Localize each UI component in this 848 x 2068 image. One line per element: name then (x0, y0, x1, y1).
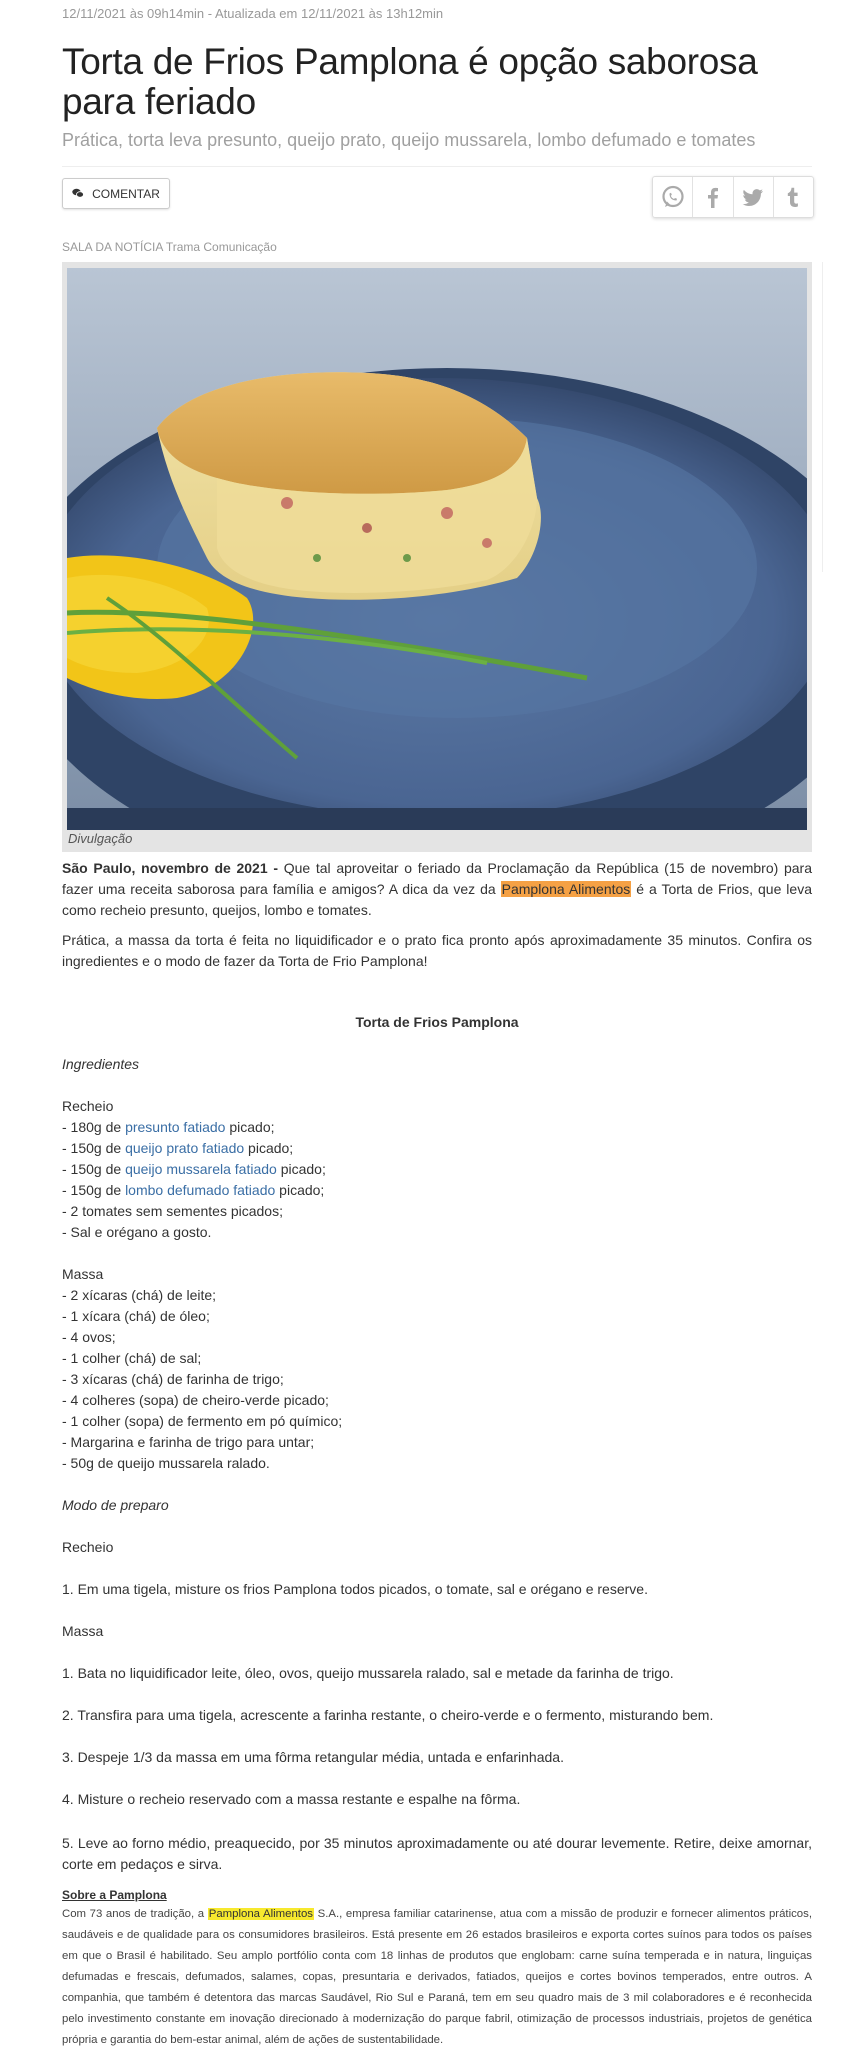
article-photo (67, 268, 807, 830)
tumblr-icon (780, 184, 806, 210)
filling-item: - 150g de queijo mussarela fatiado picado; (62, 1161, 326, 1177)
brand-link[interactable]: Pamplona Alimentos (208, 1908, 313, 1920)
dough-heading: Massa (62, 1266, 104, 1282)
intro-paragraph (62, 858, 812, 921)
dough-item: - 1 colher (chá) de sal; (62, 1350, 202, 1366)
filling-item: - 180g de presunto fatiado picado; (62, 1119, 275, 1135)
article-figure (62, 262, 812, 852)
news-source: SALA DA NOTÍCIA Trama Comunicação (62, 240, 277, 254)
brand-link[interactable]: Pamplona Alimentos (501, 881, 631, 897)
method-dough-heading: Massa (62, 1623, 104, 1639)
ingredient-link[interactable]: queijo prato fatiado (125, 1140, 245, 1156)
ingredient-link[interactable]: lombo defumado fatiado (125, 1182, 276, 1198)
share-tumblr[interactable] (774, 177, 813, 217)
method-step: 5. Leve ao forno médio, preaquecido, por 35 minutos aproximadamente ou até dourar levemente. Retire, deixe amornar, corte em pedaços e sirva. (62, 1835, 812, 1872)
ingredient-link[interactable]: queijo mussarela fatiado (125, 1161, 277, 1177)
share-bar (652, 176, 814, 218)
article-subtitle: Prática, torta leva presunto, queijo prato, queijo mussarela, lombo defumado e tomates (62, 130, 756, 150)
second-paragraph: Prática, a massa da torta é feita no liquidificador e o prato fica pronto após aproximadamente 35 minutos. Confira os ingredientes e o modo de fazer da Torta de Frio Pamplona! (62, 932, 812, 969)
article-date: 12/11/2021 às 09h14min - Atualizada em 12/11/2021 às 13h12min (62, 6, 444, 21)
ingredient-link[interactable]: presunto fatiado (125, 1119, 226, 1135)
comment-button[interactable] (62, 178, 170, 209)
intro-text-1: Que tal aproveitar o feriado da Proclamação da República (15 de novembro) para fazer uma receita saborosa para família e amigos? A dica da vez da (62, 860, 813, 897)
dough-item: - 50g de queijo mussarela ralado. (62, 1455, 270, 1471)
whatsapp-icon (660, 184, 686, 210)
method-filling-step: 1. Em uma tigela, misture os frios Pamplona todos picados, o tomate, sal e orégano e reserve. (62, 1581, 648, 1597)
about-title: Sobre a Pamplona (62, 1888, 167, 1902)
intro-lead: São Paulo, novembro de 2021 - (62, 860, 278, 876)
dough-item: - 1 colher (sopa) de fermento em pó químico; (62, 1413, 343, 1429)
filling-item: - 150g de queijo prato fatiado picado; (62, 1140, 294, 1156)
method-step: 1. Bata no liquidificador leite, óleo, ovos, queijo mussarela ralado, sal e metade da farinha de trigo. (62, 1665, 674, 1681)
share-facebook[interactable] (693, 177, 733, 217)
method-step: 2. Transfira para uma tigela, acrescente a farinha restante, o cheiro-verde e o fermento, misturando bem. (62, 1707, 714, 1723)
twitter-icon (740, 184, 766, 210)
method-heading: Modo de preparo (62, 1497, 169, 1513)
comment-button-label: COMENTAR (92, 186, 160, 201)
method-step: 3. Despeje 1/3 da massa em uma fôrma retangular média, untada e enfarinhada. (62, 1749, 564, 1765)
comment-icon (72, 188, 84, 199)
divider (62, 166, 812, 167)
filling-heading: Recheio (62, 1098, 114, 1114)
ingredients-heading: Ingredientes (62, 1056, 140, 1072)
filling-item: - Sal e orégano a gosto. (62, 1224, 212, 1240)
dough-item: - 4 ovos; (62, 1329, 116, 1345)
dough-item: - Margarina e farinha de trigo para untar; (62, 1434, 315, 1450)
facebook-icon (700, 184, 726, 210)
side-panel-edge (822, 262, 848, 572)
method-filling-heading: Recheio (62, 1539, 114, 1555)
dough-item: - 2 xícaras (chá) de leite; (62, 1287, 217, 1303)
intro-text-2: é a Torta de Frios, que leva como recheio presunto, queijos, lombo e tomates. (62, 881, 812, 918)
share-twitter[interactable] (734, 177, 774, 217)
share-whatsapp[interactable] (653, 177, 693, 217)
dough-item: - 1 xícara (chá) de óleo; (62, 1308, 210, 1324)
dough-item: - 4 colheres (sopa) de cheiro-verde picado; (62, 1392, 329, 1408)
about-text: Com 73 anos de tradição, a Pamplona Alimentos S.A., empresa familiar catarinense, atua com a missão de produzir e fornecer alimentos práticos, saudáveis e de qualidade para os consumidores brasileiros. Está presente em 26 estados brasileiros e exporta cortes suínos para todos os países em que o Brasil é habilitado. Seu amplo portfólio conta com 18 linhas de produtos que englobam: carne suína temperada e in natura, linguiças defumadas e frescais, defumados, salames, copas, presuntaria e derivados, fatiados, queijos e cortes bovinos temperados, entre outros. A companhia, que também é detentora das marcas Saudável, Rio Sul e Paraná, tem em seu quadro mais de 3 mil colaboradores e é reconhecida pelo investimento constante em inovação direcionado à modernização do parque fabril, otimização de processos industriais, projetos de genética própria e garantia do bem-estar animal, além de ações de sustentabilidade. (62, 1908, 812, 2046)
dough-item: - 3 xícaras (chá) de farinha de trigo; (62, 1371, 284, 1387)
method-step: 4. Misture o recheio reservado com a massa restante e espalhe na fôrma. (62, 1791, 521, 1807)
article-title: Torta de Frios Pamplona é opção saborosa para feriado (62, 41, 758, 122)
photo-caption: Divulgação (68, 831, 133, 846)
recipe-title: Torta de Frios Pamplona (355, 1014, 519, 1030)
filling-item: - 150g de lombo defumado fatiado picado; (62, 1182, 325, 1198)
filling-item: - 2 tomates sem sementes picados; (62, 1203, 283, 1219)
